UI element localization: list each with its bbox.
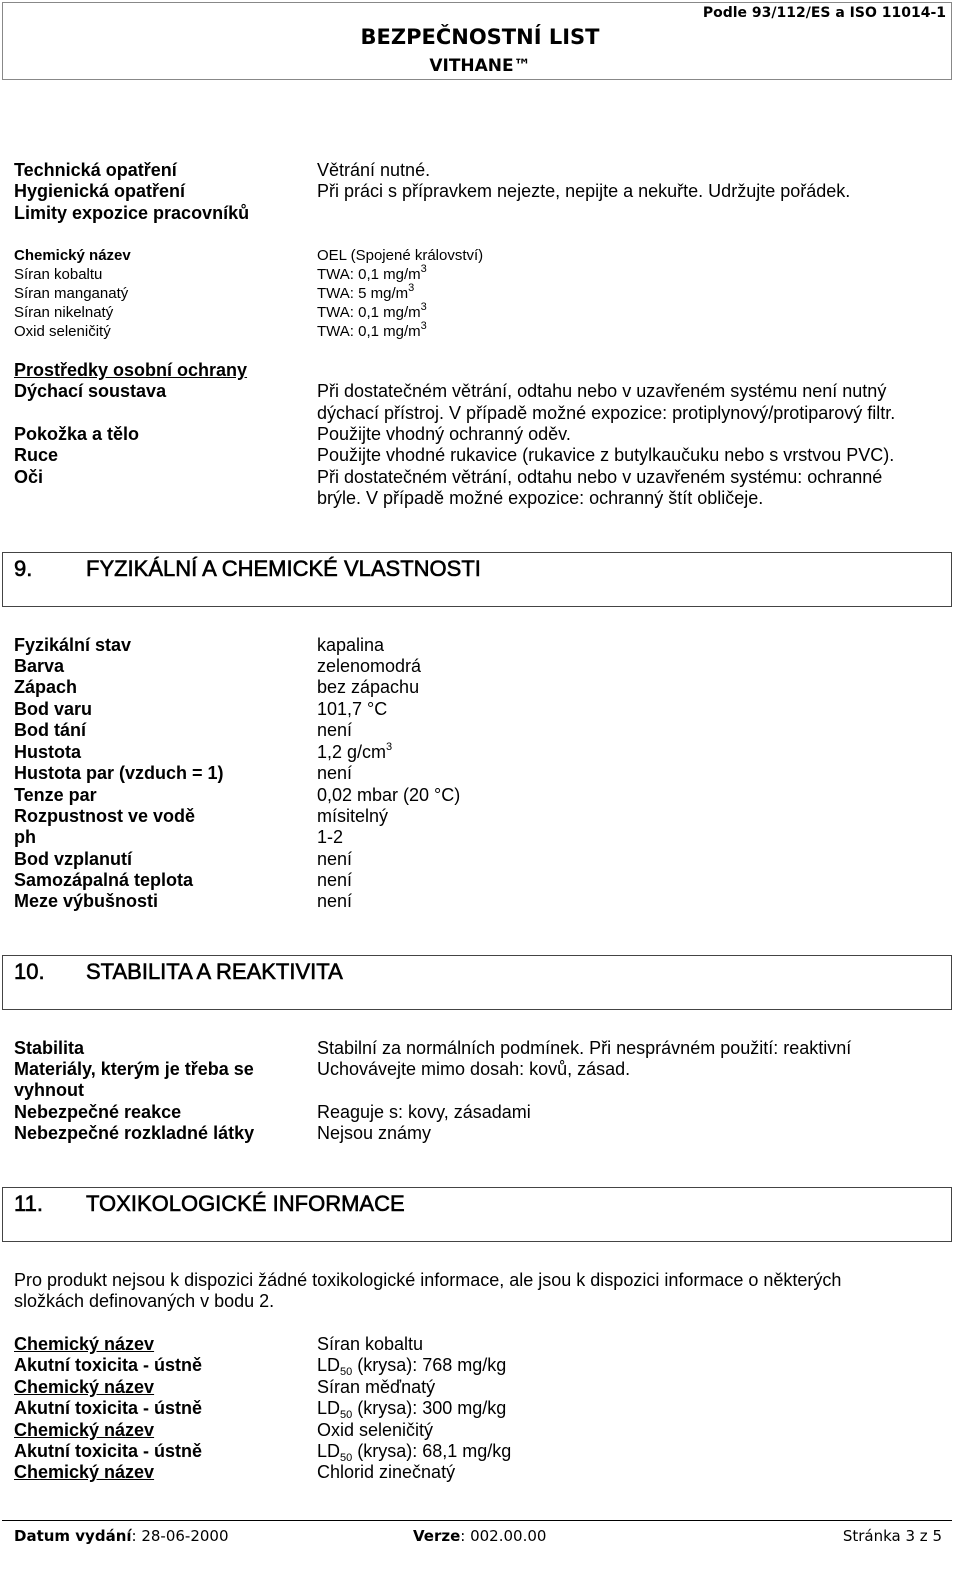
property-value: bez zápachu xyxy=(317,677,420,697)
property-label: Fyzikální stav xyxy=(14,635,132,655)
property-label: ph xyxy=(14,827,36,847)
limits-row-name: Oxid seleničitý xyxy=(14,323,111,340)
acute-toxicity-label: Akutní toxicita - ústně xyxy=(14,1355,203,1375)
skin-label: Pokožka a tělo xyxy=(14,424,140,444)
property-label: Bod tání xyxy=(14,720,86,740)
regulation-reference: Podle 93/112/ES a ISO 11014-1 xyxy=(702,5,946,21)
respiratory-label: Dýchací soustava xyxy=(14,381,167,401)
respiratory-value-line2: dýchací přístroj. V případě možné expozice: protiplynový/protiparový filtr. xyxy=(317,403,896,423)
chemical-name-value: Oxid seleničitý xyxy=(317,1420,434,1440)
section-10-number: 10. xyxy=(14,959,45,984)
technical-measures-label: Technická opatření xyxy=(14,160,177,180)
property-label: Hustota xyxy=(14,742,81,762)
property-value: mísitelný xyxy=(317,806,389,826)
chemical-name-value: Chlorid zinečnatý xyxy=(317,1462,456,1482)
limits-row-name: Síran kobaltu xyxy=(14,266,103,283)
eyes-value-line1: Při dostatečném větrání, odtahu nebo v uzavřeném systému: ochranné xyxy=(317,467,883,487)
chemical-name-label: Chemický název xyxy=(14,1377,155,1397)
respiratory-value-line1: Při dostatečném větrání, odtahu nebo v uzavřeném systému není nutný xyxy=(317,381,887,401)
chemical-name-value: Síran měďnatý xyxy=(317,1377,436,1397)
limits-row-name: Síran nikelnatý xyxy=(14,304,114,321)
footer-divider xyxy=(2,1520,952,1521)
hygiene-measures-label: Hygienická opatření xyxy=(14,181,186,201)
section-11-title: TOXIKOLOGICKÉ INFORMACE xyxy=(86,1191,405,1216)
page-number: Stránka 3 z 5 xyxy=(842,1527,942,1545)
limits-row-value: TWA: 0,1 $mg/m^3$ xyxy=(317,263,427,283)
stability-label: Stabilita xyxy=(14,1038,85,1058)
property-label: Bod vzplanutí xyxy=(14,849,132,869)
acute-toxicity-label: Akutní toxicita - ústně xyxy=(14,1441,203,1461)
property-value: 1,2 $g/cm^3$ xyxy=(317,741,393,762)
hazardous-reactions-value: Reaguje s: kovy, zásadami xyxy=(317,1102,531,1122)
section-9-title: FYZIKÁLNÍ A CHEMICKÉ VLASTNOSTI xyxy=(86,556,481,581)
property-value: není xyxy=(317,720,353,740)
acute-toxicity-value: $LD_{50}$ (krysa): 768 mg/kg xyxy=(317,1355,507,1378)
property-value: 1-2 xyxy=(317,827,344,847)
decomposition-label: Nebezpečné rozkladné látky xyxy=(14,1123,255,1143)
technical-measures-value: Větrání nutné. xyxy=(317,160,431,180)
property-label: Rozpustnost ve vodě xyxy=(14,806,196,826)
property-value: není xyxy=(317,891,353,911)
property-label: Samozápalná teplota xyxy=(14,870,194,890)
chemical-name-label: Chemický název xyxy=(14,1420,155,1440)
hands-value: Použijte vhodné rukavice (rukavice z butylkaučuku nebo s vrstvou PVC). xyxy=(317,445,895,465)
materials-to-avoid-label-line2: vyhnout xyxy=(14,1080,84,1100)
ppe-label: Prostředky osobní ochrany xyxy=(14,360,248,380)
acute-toxicity-value: $LD_{50}$ (krysa): 68,1 mg/kg xyxy=(317,1441,512,1464)
version: Verze: 002.00.00 xyxy=(413,1527,547,1545)
toxicology-intro-line2: složkách definovaných v bodu 2. xyxy=(14,1291,275,1311)
chemical-name-value: Síran kobaltu xyxy=(317,1334,424,1354)
materials-to-avoid-value: Uchovávejte mimo dosah: kovů, zásad. xyxy=(317,1059,631,1079)
section-11-number: 11. xyxy=(14,1191,43,1216)
toxicology-intro-line1: Pro produkt nejsou k dispozici žádné toxikologické informace, ale jsou k dispozici informace o některých xyxy=(14,1270,842,1290)
limits-row-name: Síran manganatý xyxy=(14,285,129,302)
section-9-number: 9. xyxy=(14,556,33,581)
acute-toxicity-label: Akutní toxicita - ústně xyxy=(14,1398,203,1418)
limits-col-chemical-header: Chemický název xyxy=(14,247,131,264)
stability-value: Stabilní za normálních podmínek. Při nesprávném použití: reaktivní xyxy=(317,1038,852,1058)
product-name: VITHANE™ xyxy=(429,56,531,76)
hazardous-reactions-label: Nebezpečné reakce xyxy=(14,1102,182,1122)
materials-to-avoid-label-line1: Materiály, kterým je třeba se xyxy=(14,1059,254,1079)
limits-col-oel-header: OEL (Spojené království) xyxy=(317,247,484,264)
hands-label: Ruce xyxy=(14,445,59,465)
decomposition-value: Nejsou známy xyxy=(317,1123,432,1143)
section-10-title: STABILITA A REAKTIVITA xyxy=(86,959,343,984)
exposure-limits-label: Limity expozice pracovníků xyxy=(14,203,250,223)
document-title: BEZPEČNOSTNÍ LIST xyxy=(360,25,600,49)
property-value: kapalina xyxy=(317,635,385,655)
limits-row-value: TWA: 5 $mg/m^3$ xyxy=(317,282,415,302)
skin-value: Použijte vhodný ochranný oděv. xyxy=(317,424,571,444)
property-value: není xyxy=(317,870,353,890)
property-label: Hustota par (vzduch = 1) xyxy=(14,763,224,783)
property-value: 101,7 °C xyxy=(317,699,388,719)
eyes-label: Oči xyxy=(14,467,44,487)
property-value: není xyxy=(317,763,353,783)
issue-date: Datum vydání: 28-06-2000 xyxy=(14,1527,229,1545)
property-value: není xyxy=(317,849,353,869)
property-label: Zápach xyxy=(14,677,78,697)
hygiene-measures-value: Při práci s přípravkem nejezte, nepijte a nekuřte. Udržujte pořádek. xyxy=(317,181,851,201)
property-value: 0,02 mbar (20 °C) xyxy=(317,785,461,805)
acute-toxicity-value: $LD_{50}$ (krysa): 300 mg/kg xyxy=(317,1398,507,1421)
property-label: Tenze par xyxy=(14,785,97,805)
property-value: zelenomodrá xyxy=(317,656,422,676)
property-label: Barva xyxy=(14,656,65,676)
limits-row-value: TWA: 0,1 $mg/m^3$ xyxy=(317,320,427,340)
chemical-name-label: Chemický název xyxy=(14,1334,155,1354)
limits-row-value: TWA: 0,1 $mg/m^3$ xyxy=(317,301,427,321)
property-label: Bod varu xyxy=(14,699,93,719)
property-label: Meze výbušnosti xyxy=(14,891,159,911)
chemical-name-label: Chemický název xyxy=(14,1462,155,1482)
eyes-value-line2: brýle. V případě možné expozice: ochranný štít obličeje. xyxy=(317,488,764,508)
